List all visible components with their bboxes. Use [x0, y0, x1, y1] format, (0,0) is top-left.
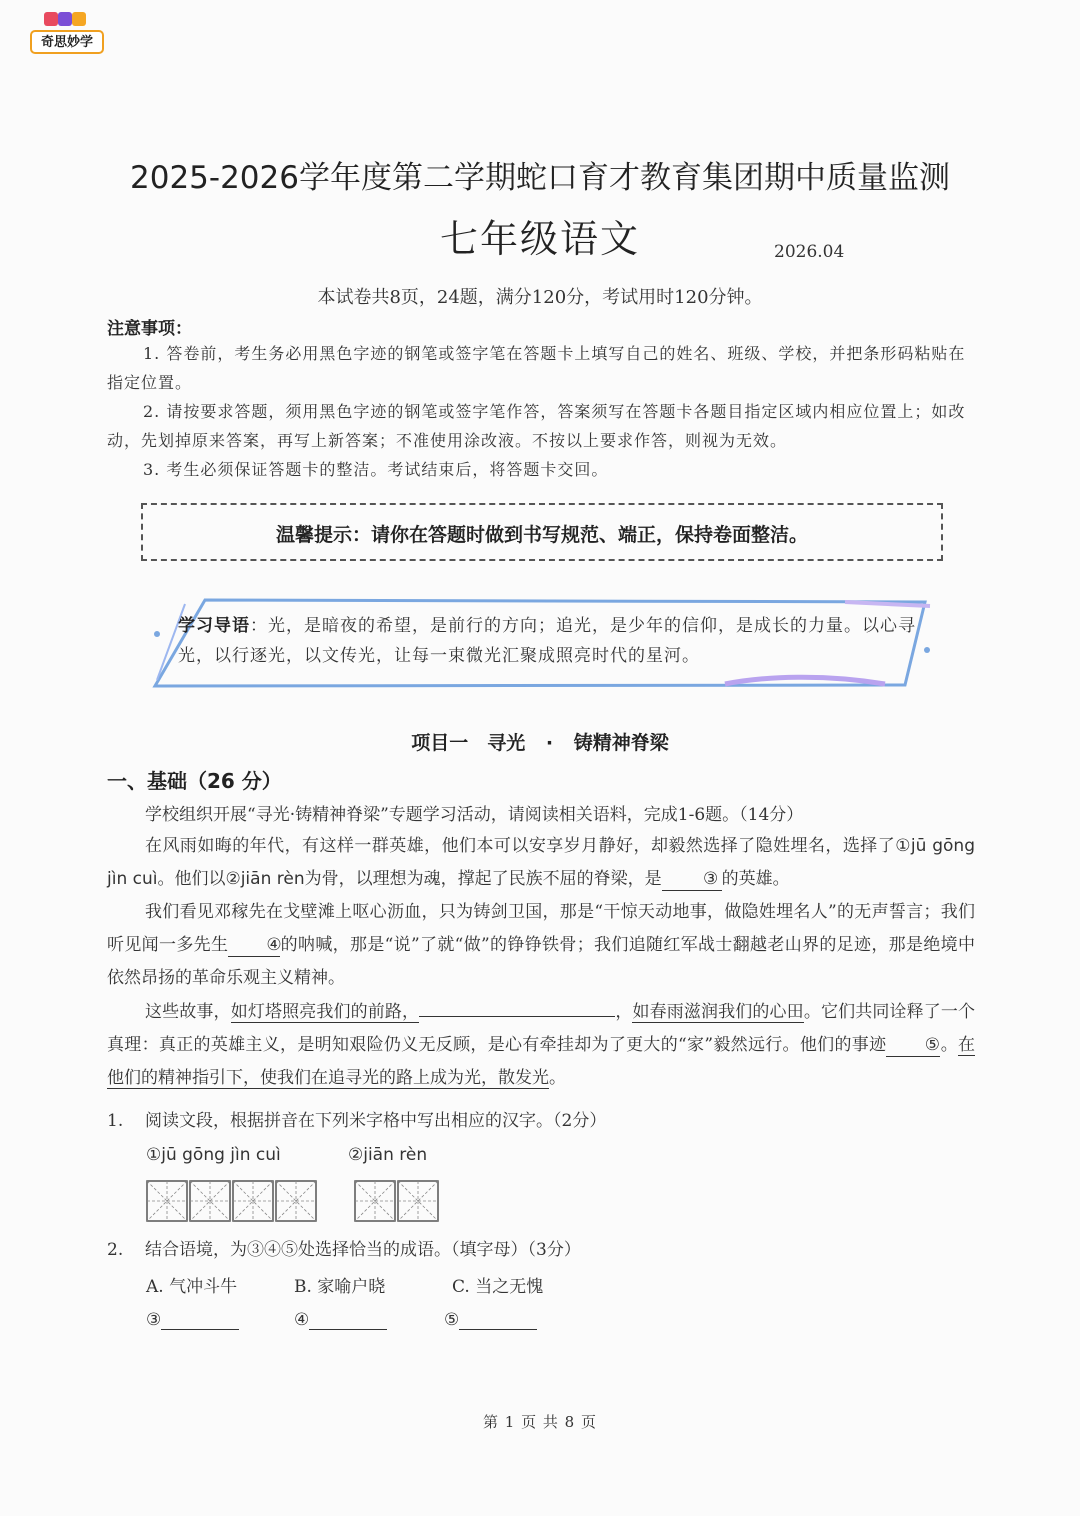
option-a: A. 气冲斗牛 — [146, 1277, 238, 1297]
writing-grid-2 — [354, 1180, 440, 1226]
question-1-text: 阅读文段，根据拼音在下列米字格中写出相应的汉字。（2分） — [145, 1111, 607, 1131]
writing-grid-1 — [146, 1180, 318, 1226]
answer-5-label: ⑤ — [444, 1310, 460, 1330]
guide-label: 学习导语 — [178, 616, 250, 636]
pinyin-2: ②jiān rèn — [225, 869, 305, 889]
exam-info: 本试卷共8页，24题，满分120分，考试用时120分钟。 — [317, 287, 763, 308]
question-1-number: 1. — [107, 1111, 124, 1131]
tip-text: 温馨提示：请你在答题时做到书写规范、端正，保持卷面整洁。 — [275, 524, 808, 546]
answer-4-label: ④ — [294, 1310, 310, 1330]
exam-title: 2025-2026学年度第二学期蛇口育才教育集团期中质量监测 — [130, 160, 950, 196]
pinyin-1: ①jū gōng jìn cuì — [107, 836, 975, 889]
grid-label-1: ①jū gōng jìn cuì — [146, 1145, 281, 1165]
p3-underline-1: 如灯塔照亮我们的前路， — [230, 1002, 420, 1022]
p3-text-c: 。它们共同诠释了一个真理：真正的英雄主义，是明知艰险仍义无反顾，是心有牵挂却为了更大的“家”毅然远行。他们的事迹 — [107, 1002, 976, 1055]
passage-paragraph-1 — [107, 830, 975, 896]
p1-text-c: 为骨，以理想为魂，撑起了民族不屈的脊梁，是 — [304, 869, 662, 889]
blank-sentence — [419, 1016, 615, 1017]
p1-text-d: 的英雄。 — [721, 869, 790, 889]
p3-text-d: 。 — [940, 1035, 958, 1055]
answer-3-line[interactable] — [161, 1313, 239, 1330]
logo-text: 奇思妙学 — [30, 30, 104, 54]
p3-text-b: ， — [615, 1002, 633, 1022]
p1-text-a: 在风雨如晦的年代，有这样一群英雄，他们本可以安享岁月静好，却毅然选择了隐姓埋名，选择了 — [145, 836, 896, 856]
answer-3 — [146, 1310, 239, 1330]
notice-item-2: 2. 请按要求答题，须用黑色字迹的钢笔或签字笔作答，答案须写在答题卡各题目指定区域内相应位置上；如改动，先划掉原来答案，再写上新答案；不准使用涂改液。不按以上要求作答，则视为无效。 — [107, 402, 966, 450]
p3-underline-2: 如春雨滋润我们的心田 — [632, 1002, 804, 1022]
passage-paragraph-2 — [107, 896, 975, 995]
p1-text-b: 。他们以 — [157, 869, 226, 889]
option-b: B. 家喻户晓 — [294, 1277, 386, 1297]
answer-3-label: ③ — [146, 1310, 162, 1330]
p3-underline-3: 在他们的精神指引下，使我们在追寻光的路上成为光，散发光 — [107, 1035, 975, 1088]
answer-5 — [444, 1310, 537, 1330]
p2-text-b: 的呐喊，那是“说”了就“做”的铮铮铁骨；我们追随红军战士翻越老山界的足迹，那是绝境中依然昂扬的革命乐观主义精神。 — [107, 935, 976, 988]
page-footer: 第 1 页 共 8 页 — [483, 1413, 597, 1431]
answer-4 — [294, 1310, 387, 1330]
section-title: 一、基础（26 分） — [107, 769, 282, 793]
logo — [30, 12, 104, 56]
option-c: C. 当之无愧 — [452, 1277, 544, 1297]
guide-content: ：光，是暗夜的希望，是前行的方向；追光，是少年的信仰，是成长的力量。以心寻光，以行逐光，以文传光，让每一束微光汇聚成照亮时代的星河。 — [178, 616, 916, 666]
question-2-number: 2. — [107, 1240, 124, 1260]
mi-grid-1[interactable] — [146, 1180, 318, 1222]
notice-title: 注意事项： — [107, 319, 192, 339]
question-2-text: 结合语境，为③④⑤处选择恰当的成语。（填字母）（3分） — [145, 1240, 581, 1260]
passage-paragraph-3 — [107, 996, 975, 1095]
exam-subject: 七年级语文 — [439, 217, 640, 261]
p3-text-e: 。 — [549, 1068, 566, 1088]
question-1 — [107, 1106, 606, 1131]
mi-grid-2[interactable] — [354, 1180, 440, 1222]
blank-4: ④ — [228, 934, 280, 957]
intro-paragraph: 学校组织开展“寻光·铸精神脊梁”专题学习活动，请阅读相关语料，完成1-6题。（14分） — [145, 805, 804, 825]
guide-text — [178, 611, 918, 671]
blank-5: ⑤ — [886, 1034, 940, 1057]
project-title: 项目一 寻光 · 铸精神脊梁 — [411, 732, 669, 754]
question-2 — [107, 1235, 581, 1260]
notice-item-3: 3. 考生必须保证答题卡的整洁。考试结束后，将答题卡交回。 — [143, 460, 609, 479]
notice-item-1: 1. 答卷前，考生务必用黑色字迹的钢笔或签字笔在答题卡上填写自己的姓名、班级、学校，并把条形码粘贴在指定位置。 — [107, 344, 966, 392]
answer-4-line[interactable] — [309, 1313, 387, 1330]
blank-3: ③ — [662, 868, 722, 891]
answer-5-line[interactable] — [459, 1313, 537, 1330]
p2-text-a: 我们看见邓稼先在戈壁滩上呕心沥血，只为铸剑卫国，那是“干惊天动地事，做隐姓埋名人”的无声誓言；我们听见闻一多先生 — [107, 902, 975, 955]
p3-text-a: 这些故事， — [145, 1002, 231, 1022]
grid-label-2: ②jiān rèn — [348, 1145, 428, 1165]
exam-date: 2026.04 — [774, 242, 845, 262]
